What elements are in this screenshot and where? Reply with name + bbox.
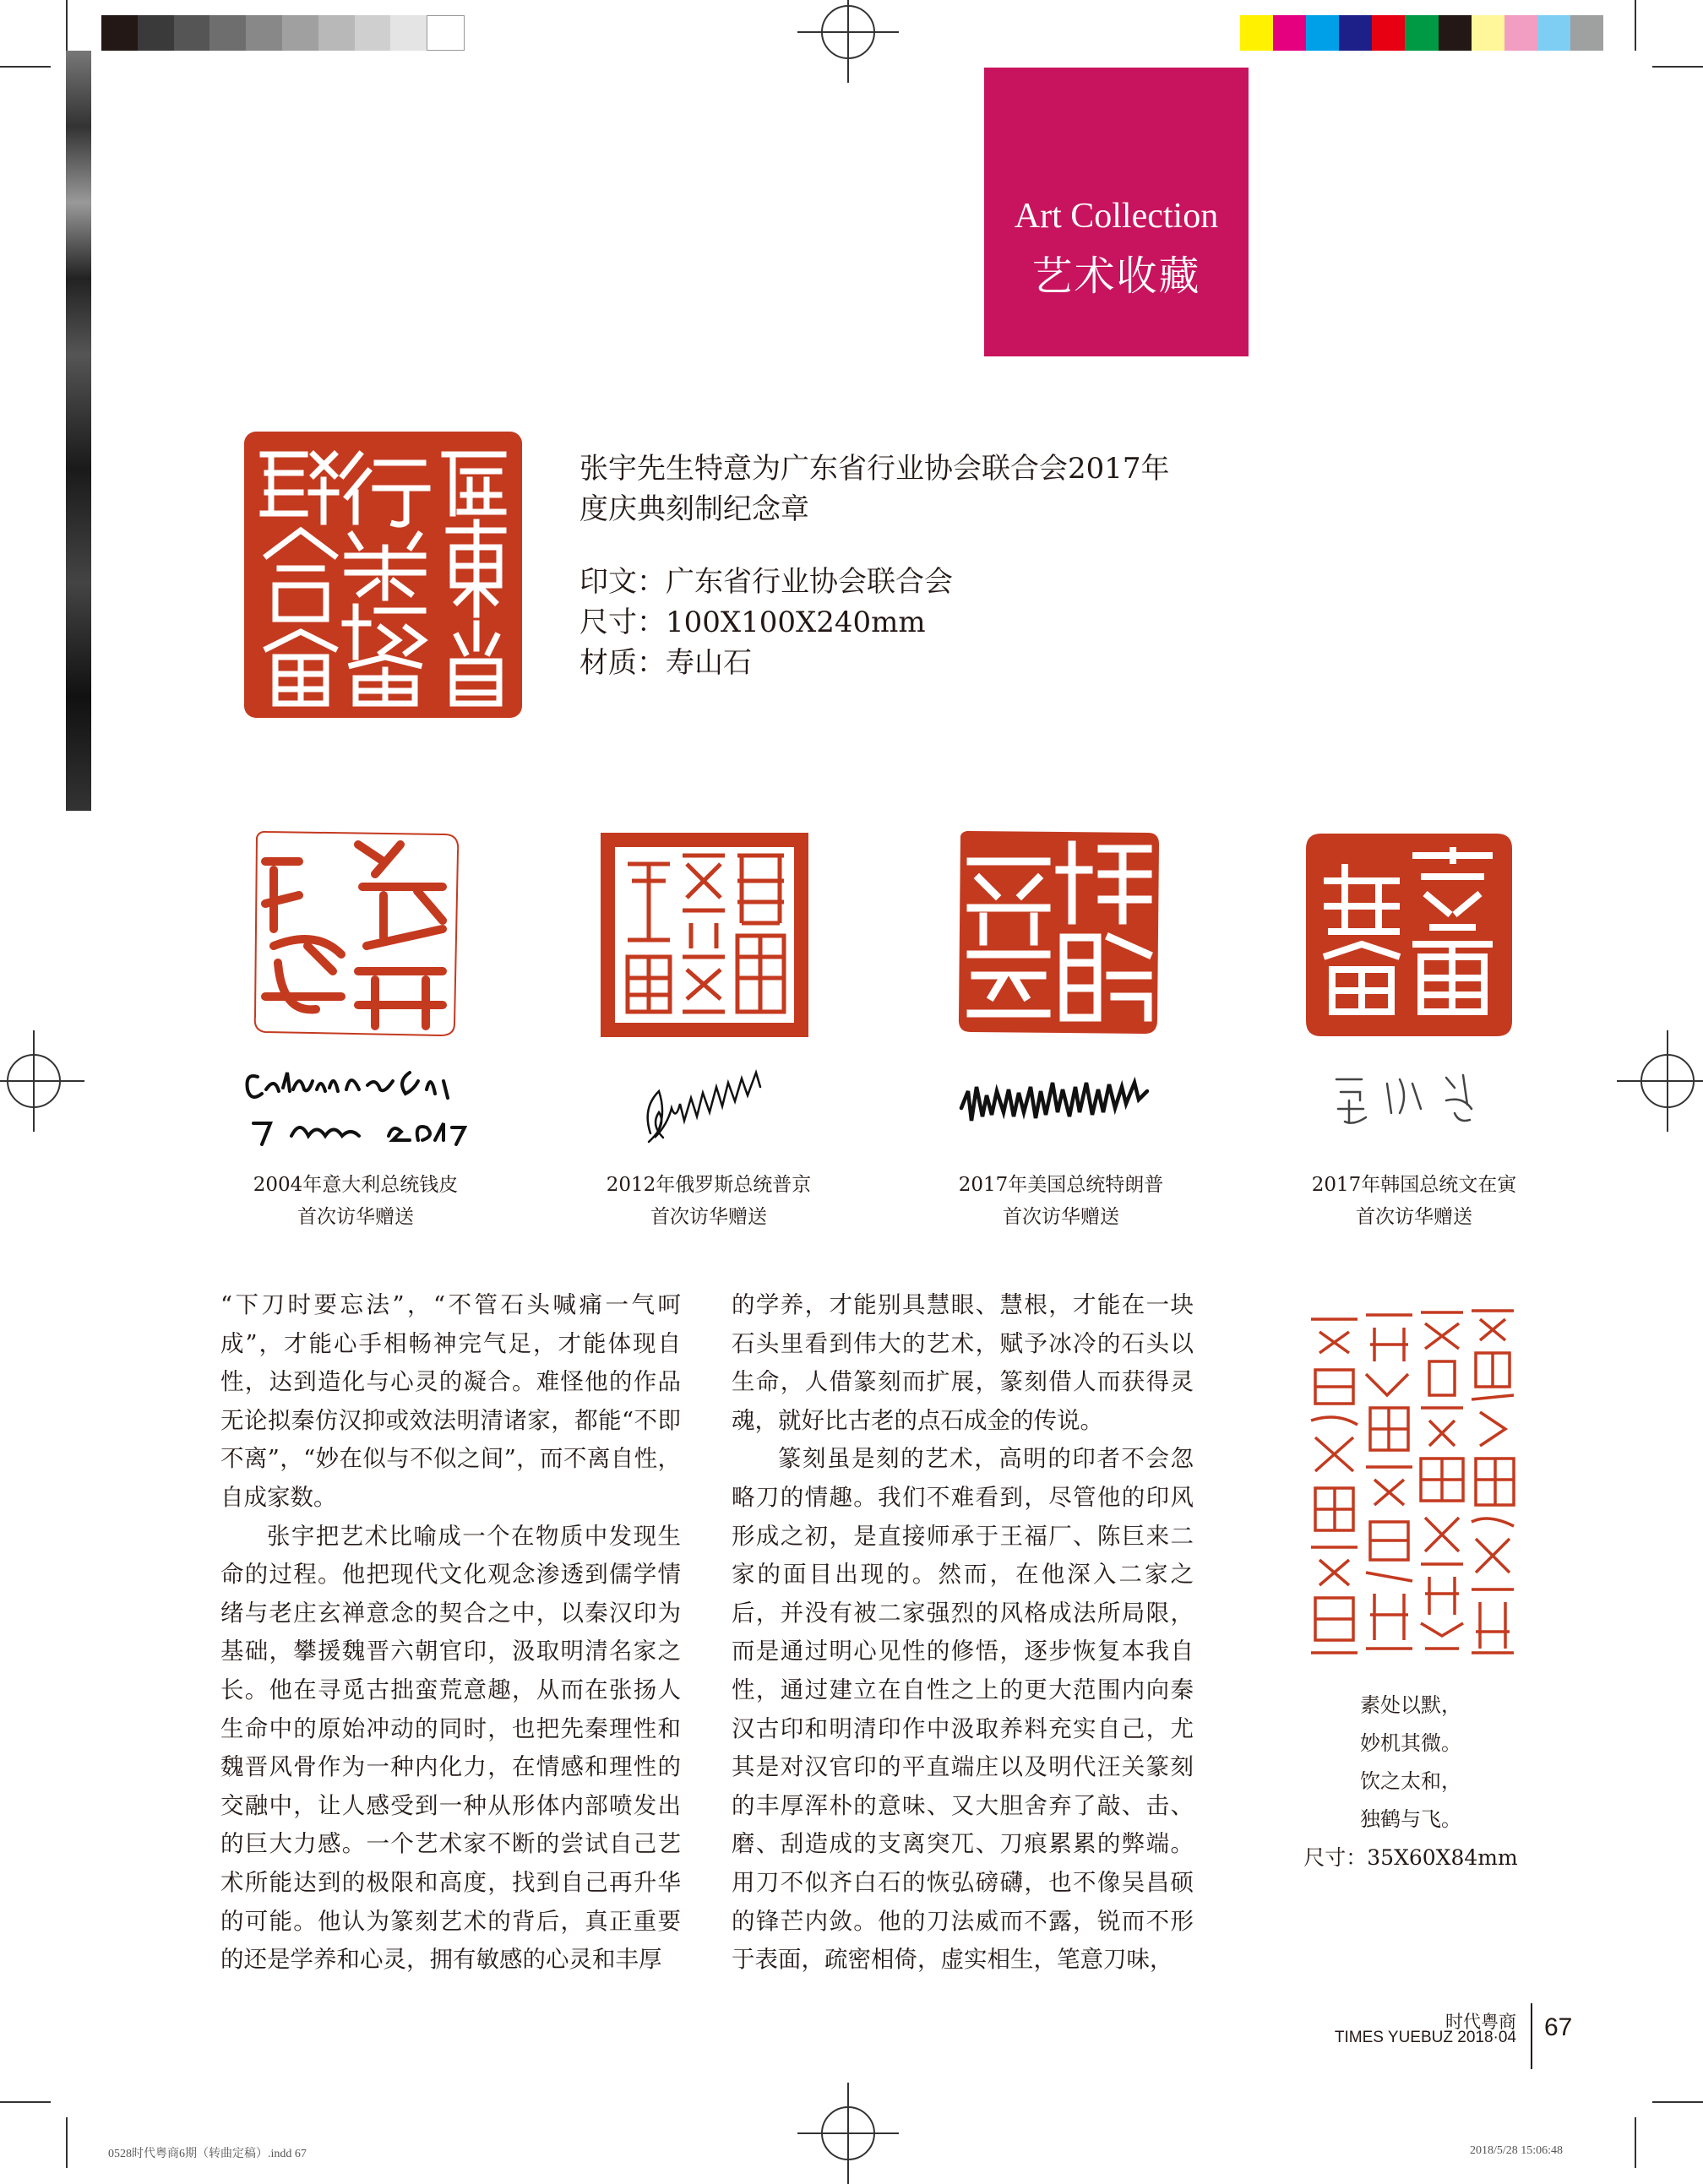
main-seal (242, 429, 525, 720)
signature-putin (634, 1057, 777, 1150)
body-column-2 (732, 1286, 1194, 1980)
slug-timestamp: 2018/5/28 15:06:48 (1470, 2144, 1564, 2157)
caption-line: 2004年意大利总统钱皮 (253, 1174, 459, 1196)
registration-mark-top (821, 5, 875, 59)
caption-ciampi (204, 1169, 508, 1233)
intro-line: 张宇先生特意为广东省行业协会联合会2017年 (579, 452, 1170, 486)
registration-mark-bottom (821, 2106, 875, 2160)
caption-putin (557, 1169, 861, 1233)
intro-line: 度庆典刻制纪念章 (579, 492, 809, 526)
section-title-cn: 艺术收藏 (1031, 253, 1201, 300)
page-number: 67 (1544, 2013, 1573, 2041)
poem (1301, 1687, 1521, 1877)
caption-line: 首次访华赠送 (1003, 1206, 1119, 1228)
caption-line: 首次访华赠送 (297, 1206, 414, 1228)
photo-strip (66, 51, 91, 811)
crop-mark (1635, 0, 1636, 51)
grayscale-bar (101, 15, 465, 51)
section-title-en: Art Collection (1014, 197, 1219, 236)
seal-poem (1303, 1302, 1524, 1667)
seal-putin (598, 830, 811, 1040)
caption-line: 首次访华赠送 (650, 1206, 767, 1228)
intro-text (579, 448, 1272, 683)
body-column-1 (220, 1286, 681, 1980)
seal-moon (1303, 830, 1515, 1040)
seal-ciampi (248, 828, 465, 1039)
caption-line: 2017年韩国总统文在寅 (1311, 1174, 1517, 1196)
poem-line: 独鹤与飞。 (1360, 1807, 1461, 1831)
body-paragraph: 张宇把艺术比喻成一个在物质中发现生命的过程。他把现代文化观念渗透到儒学情绪与老庄玄禅意念的契合之中，以秦汉印为基础，攀援魏晋六朝官印，汲取明清名家之长。他在寻觅古拙蛮荒意趣，从而在张扬人生命中的原始冲动的同时，也把先秦理性和魏晋风骨作为一种内化力，在情感和理性的交融中，让人感受到一种从形体内部喷发出的巨大力感。一个艺术家不断的尝试自己艺术所能达到的极限和高度，找到自己再升华的可能。他认为篆刻艺术的背后，真正重要的还是学养和心灵，拥有敏感的心灵和丰厚 (220, 1522, 681, 1974)
signature-ciampi (241, 1056, 477, 1149)
caption-line: 2017年美国总统特朗普 (958, 1174, 1164, 1196)
caption-line: 2012年俄罗斯总统普京 (606, 1174, 812, 1196)
color-bar (1240, 15, 1603, 51)
seal-trump (954, 828, 1163, 1037)
crop-mark (66, 2117, 68, 2168)
body-paragraph: “下刀时要忘法”，“不管石头喊痛一气呵成”，才能心手相畅神完气足，才能体现自性，达到造化与心灵的凝合。难怪他的作品无论拟秦仿汉抑或效法明清诸家，都能“不即不离”，“妙在似与不似之间”，而不离自性，自成家数。 (220, 1291, 681, 1511)
caption-trump (909, 1169, 1213, 1233)
poem-seal-size: 尺寸：35X60X84mm (1303, 1845, 1518, 1870)
crop-mark (1635, 2117, 1636, 2168)
caption-line: 首次访华赠送 (1356, 1206, 1472, 1228)
slug-filename: 0528时代粤商6期（转曲定稿）.indd 67 (108, 2148, 307, 2160)
crop-mark (0, 66, 51, 68)
registration-mark-right (1640, 1054, 1695, 1108)
caption-moon (1262, 1169, 1566, 1233)
crop-mark (66, 0, 68, 51)
poem-line: 妙机其微。 (1360, 1731, 1461, 1755)
seal-material: 材质：寿山石 (579, 646, 752, 680)
seal-inscription: 印文：广东省行业协会联合会 (579, 565, 953, 599)
body-paragraph: 的学养，才能别具慧眼、慧根，才能在一块石头里看到伟大的艺术，赋予冰冷的石头以生命，人借篆刻而扩展，篆刻借人而获得灵魂，就好比古老的点石成金的传说。 (732, 1291, 1194, 1434)
signature-moon (1328, 1062, 1488, 1130)
footer-magazine-cn: 时代粤商 (1445, 2012, 1516, 2032)
crop-mark (0, 2101, 51, 2103)
section-header (984, 68, 1249, 356)
signature-trump (953, 1066, 1164, 1142)
seal-size: 尺寸：100X100X240mm (579, 606, 926, 639)
crop-mark (1652, 2101, 1703, 2103)
registration-mark-left (7, 1054, 61, 1108)
footer-divider (1531, 2003, 1532, 2069)
body-paragraph: 篆刻虽是刻的艺术，高明的印者不会忽略刀的情趣。我们不难看到，尽管他的印风形成之初，是直接师承于王福厂、陈巨来二家的面目出现的。然而，在他深入二家之后，并没有被二家强烈的风格成法所局限，而是通过明心见性的修悟，逐步恢复本我自性，通过建立在自性之上的更大范围内向秦汉古印和明清印作中汲取养料充实自己，尤其是对汉官印的平直端庄以及明代汪关篆刻的丰厚浑朴的意味、又大胆舍弃了敲、击、磨、刮造成的支离突兀、刀痕累累的弊端。用刀不似齐白石的恢弘磅礴，也不像吴昌硕的锋芒内敛。他的刀法威而不露，锐而不形于表面，疏密相倚，虚实相生，笔意刀味， (732, 1445, 1194, 1974)
footer-magazine-en: TIMES YUEBUZ 2018·04 (1334, 2029, 1516, 2046)
poem-line: 素处以默， (1360, 1693, 1461, 1717)
crop-mark (1652, 66, 1703, 68)
poem-line: 饮之太和， (1360, 1769, 1461, 1793)
